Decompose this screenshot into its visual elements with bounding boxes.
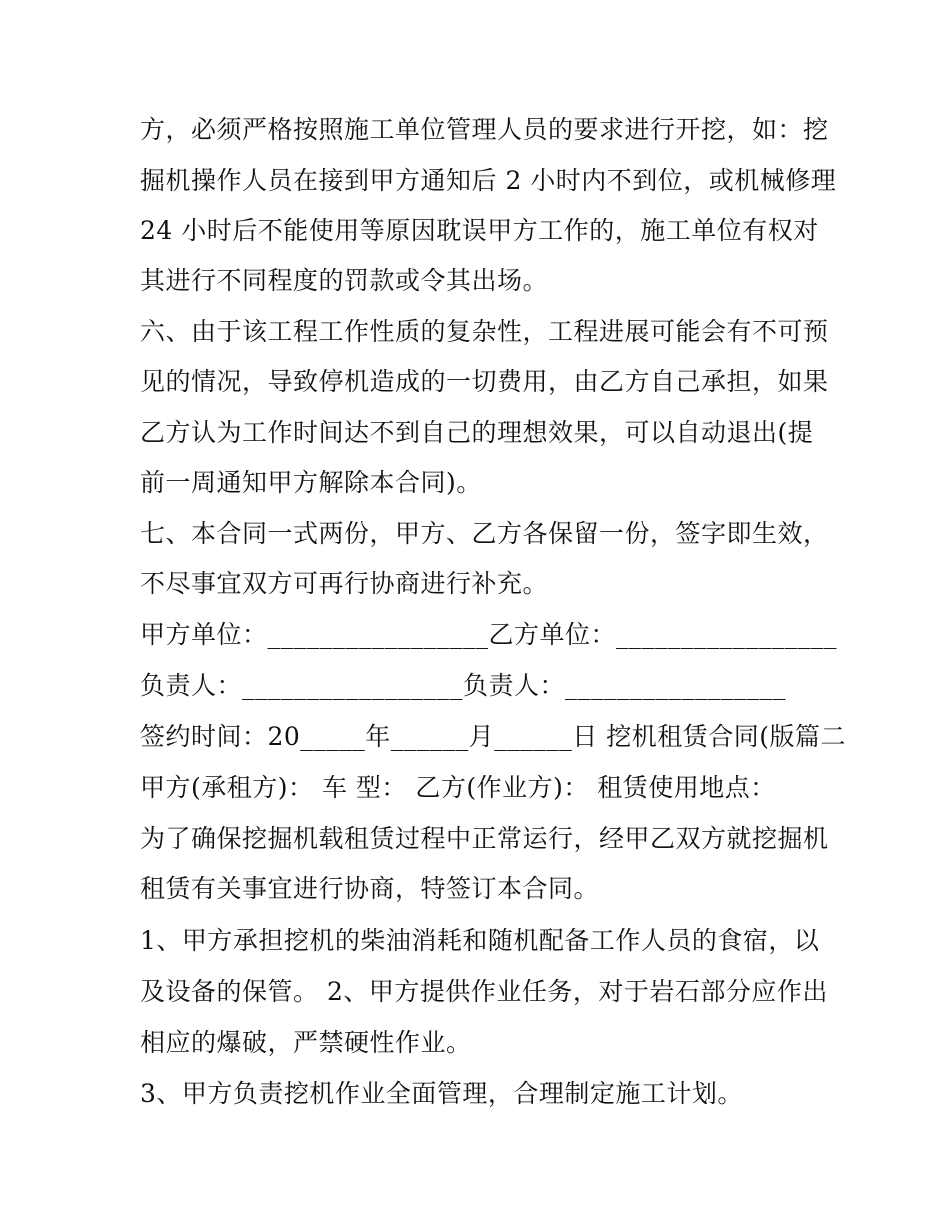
clause-seven-line: 七、本合同一式两份，甲方、乙方各保留一份，签字即生效， <box>140 519 829 548</box>
item-one-line: 1、甲方承担挖机的柴油消耗和随机配备工作人员的食宿，以 <box>140 926 820 955</box>
text-line: 见的情况，导致停机造成的一切费用，由乙方自己承担，如果 <box>140 367 829 396</box>
text-line: 乙方认为工作时间达不到自己的理想效果，可以自动退出(提 <box>140 418 814 447</box>
text-line: 为了确保挖掘机载租赁过程中正常运行，经甲乙双方就挖掘机 <box>140 824 829 853</box>
clause-six-line: 六、由于该工程工作性质的复杂性，工程进展可能会有不可预 <box>140 317 829 346</box>
text-line: 24 小时后不能使用等原因耽误甲方工作的，施工单位有权对 <box>140 216 819 245</box>
text-line: 不尽事宜双方可再行协商进行补充。 <box>140 569 549 598</box>
responsible-persons-line: 负责人：_________________负责人：_________________ <box>140 671 787 700</box>
parties-header-line: 甲方(承租方)： 车 型： 乙方(作业方)： 租赁使用地点： <box>140 773 776 802</box>
text-line: 及设备的保管。 2、甲方提供作业任务，对于岩石部分应作出 <box>140 977 828 1006</box>
signing-date-line: 签约时间：20_____年______月______日 挖机租赁合同(版篇二 <box>140 722 847 751</box>
party-units-line: 甲方单位：_________________乙方单位：_________________ <box>140 620 838 649</box>
text-line: 租赁有关事宜进行协商，特签订本合同。 <box>140 874 600 903</box>
item-three-line: 3、甲方负责挖机作业全面管理，合理制定施工计划。 <box>140 1079 743 1108</box>
text-line: 掘机操作人员在接到甲方通知后 2 小时内不到位，或机械修理 <box>140 166 837 195</box>
text-line: 相应的爆破，严禁硬性作业。 <box>140 1028 472 1057</box>
text-line: 方，必须严格按照施工单位管理人员的要求进行开挖，如：挖 <box>140 115 829 144</box>
text-line: 其进行不同程度的罚款或令其出场。 <box>140 266 549 295</box>
text-line: 前一周通知甲方解除本合同)。 <box>140 468 482 497</box>
